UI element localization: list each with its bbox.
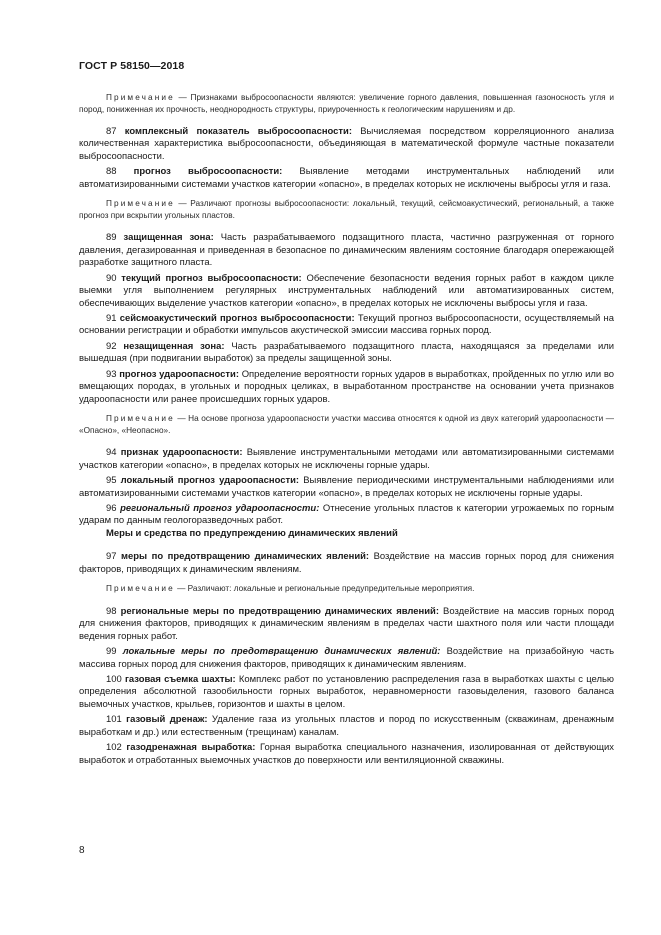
term-entry-87 [79,126,614,163]
entry-definition: Выявление периодическими инструментальными наблюдениями или автоматизированными системами участков категории «опасно», в пределах которых не исключены горные удары. [79,475,614,499]
entry-number: 89 [106,232,117,244]
note-3 [79,413,614,436]
note-label: Примечание [106,199,175,209]
entry-term: локальные меры по предотвращению динамических явлений: [122,646,441,658]
note-label: Примечание [106,584,175,594]
entry-definition: Отнесение угольных пластов к категории угрожаемых по горным ударам по данным геологоразведочных работ. [79,502,615,527]
term-entry-98 [79,606,614,643]
entry-number: 102 [106,742,122,754]
entry-term: прогноз выбросоопасности: [133,166,283,178]
entry-term: газодренажная выработка: [126,742,256,754]
entry-definition: Определение вероятности горных ударов в выработках, пройденных по углю или во вмещающих породах, в угольных и породных целиках, в выработанном пространстве на основании учета признаков удароопасности или ранее происшедших горных ударов. [79,368,614,405]
entry-term: незащищенная зона: [123,340,225,352]
entry-definition: Обеспечение безопасности ведения горных работ в каждом цикле выемки угля выполнением регулярных инструментальных наблюдений или автоматизированных систем, обеспечивающих выделение участков категории «опасно», в пределах которых не исключены выбросы угля и газа. [79,272,615,309]
note-label: Примечание [106,414,175,424]
entry-definition: Горная выработка специального назначения, изолированная от действующих выработок и отработанных выемочных участков до поверхности или вентиляционной скважины. [79,742,615,766]
entry-definition: Выявление методами инструментальных наблюдений или автоматизированными системами участков категории «опасно», в пределах которых не исключены выбросы угля и газа. [79,166,614,190]
entry-term: защищенная зона: [123,232,214,244]
entry-term: меры по предотвращению динамических явлений: [121,551,370,563]
term-entry-88 [79,166,614,191]
term-entry-101 [79,714,614,739]
entry-term: комплексный показатель выбросоопасности: [124,126,352,137]
note-text: — На основе прогноза удароопасности участки массива относятся к одной из двух категорий удароопасности — «Опасно», «Неопасно». [79,414,614,435]
entry-definition: Часть разрабатываемого подзащитного пласта, частично разгруженная от горного давления, дегазированная и приведенная в безопасное по динамическим явлениям состояние благодаря опережающей разработке защитного пласта. [79,232,614,269]
entry-definition: Вычисляемая посредством корреляционного анализа количественная характеристика выбросоопасности, объединяющая в математической формуле частные показатели выбросоопасности. [79,126,614,162]
entry-number: 87 [106,126,117,137]
term-entry-91 [79,313,614,338]
term-entry-90 [79,273,614,310]
entry-number: 96 [106,502,117,514]
page-number: 8 [79,845,85,856]
entry-number: 95 [106,475,117,487]
entry-definition: Воздействие на массив горных пород для снижения факторов, приводящих к динамическим явлениям. [79,551,614,575]
entry-term: локальный прогноз удароопасности: [120,475,300,487]
term-entry-95 [79,475,614,500]
entry-number: 93 [106,368,117,380]
entry-number: 88 [106,166,117,178]
entry-term: региональные меры по предотвращению динамических явлений: [120,605,439,617]
note-label: Примечание [106,93,175,102]
entry-definition: Комплекс работ по установлению распределения газа в выработках шахты с целью определения абсолютной газообильности горных выработок, неравномерности газовыделения, газового баланса выемочных участков, крыльев, горизонтов и шахты в целом. [79,674,614,710]
entry-term: текущий прогноз выбросоопасности: [121,272,302,284]
entry-number: 98 [106,605,117,617]
entry-number: 97 [106,551,117,563]
term-entry-102 [79,742,614,767]
page-content [79,92,614,767]
entry-definition: Удаление газа из угольных пластов и пород по искусственным (скважинам, дренажным выработкам и др.) или естественным (трещинам) каналам. [79,714,615,738]
note-text: — Различают: локальные и региональные предупредительные мероприятия. [177,584,475,594]
entry-definition: Воздействие на призабойную часть массива горных пород для снижения факторов, приводящих к динамическим явлениям. [79,646,615,670]
entry-number: 94 [106,447,117,459]
entry-term: признак удароопасности: [120,447,243,459]
entry-number: 101 [106,714,122,726]
section-title: Меры и средства по предупреждению динамических явлений [106,527,398,539]
entry-term: сейсмоакустический прогноз выбросоопасности: [119,312,355,324]
entry-number: 92 [106,340,117,352]
entry-number: 90 [106,272,117,284]
term-entry-94 [79,447,614,472]
entry-definition: Воздействие на массив горных пород для снижения факторов, приводящих к динамическим явлениям в пределах части шахтного поля или части площади ведения горных работ. [79,605,614,642]
entry-number: 99 [106,646,117,658]
entry-term: прогноз удароопасности: [119,368,239,380]
note-text: — Различают прогнозы выбросоопасности: локальный, текущий, сейсмоакустический, региональный, а также прогноз при вскрытии угольных пластов. [79,199,615,220]
term-entry-92 [79,341,614,366]
entry-definition: Выявление инструментальными методами или автоматизированными системами участков категории «опасно», в пределах которых не исключены горные удары. [79,447,615,471]
note-text: — Признаками выбросоопасности являются: увеличение горного давления, повышенная газоносность угля и пород, пониженная их прочность, неоднородность структуры, приуроченность к геологическим нарушениям и др. [79,93,614,114]
term-entry-100 [79,674,614,711]
entry-number: 91 [106,312,117,324]
entry-definition: Часть разрабатываемого подзащитного пласта, находящаяся за пределами или вышедшая (при подвигании выработок) за пределы защищенной зоны. [79,340,614,365]
entry-number: 100 [106,674,122,685]
term-entry-97 [79,551,614,576]
page-header: ГОСТ Р 58150—2018 [79,60,185,72]
note-2 [79,198,614,221]
entry-term: газовая съемка шахты: [124,674,236,685]
term-entry-89 [79,232,614,269]
term-entry-96 [79,503,614,528]
term-entry-99 [79,646,614,671]
note-1 [79,92,614,115]
note-4 [79,583,614,595]
entry-term: газовый дренаж: [126,714,208,726]
entry-term: региональный прогноз удароопасности: [120,502,320,514]
term-entry-93 [79,369,614,406]
entry-definition: Текущий прогноз выбросоопасности, осуществляемый на основании регистрации и обработки импульсов акустической эмиссии массива горных пород. [79,312,615,337]
